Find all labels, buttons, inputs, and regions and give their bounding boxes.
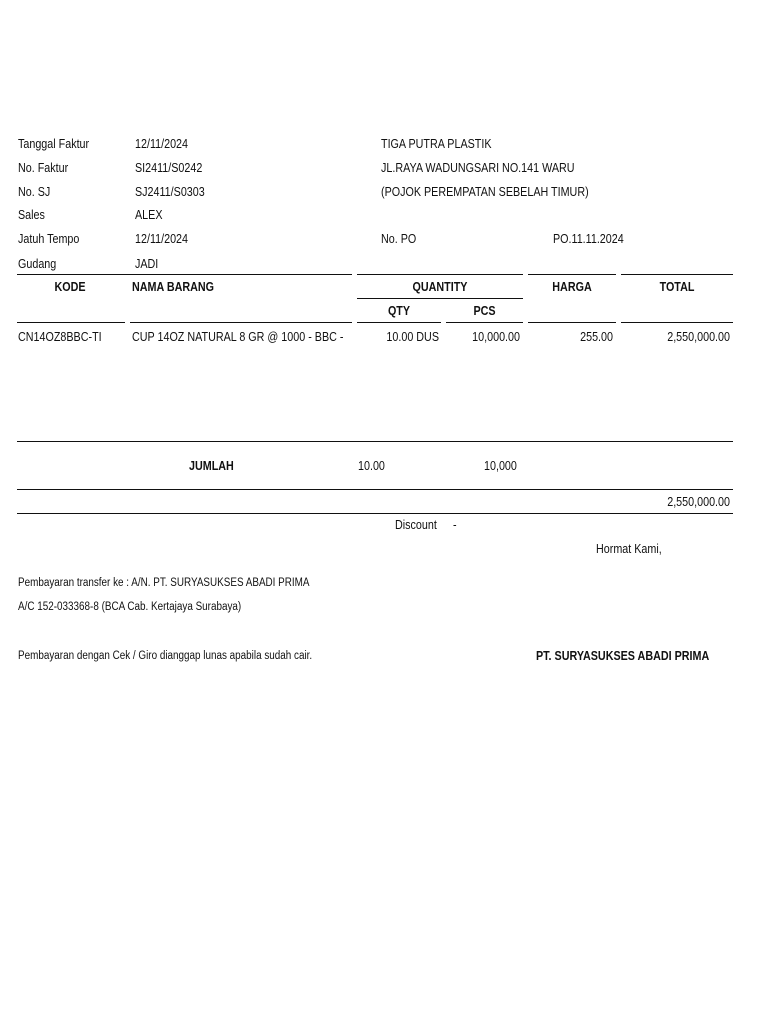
discount-value: - [453, 518, 457, 532]
header-top-rule-left [17, 274, 352, 275]
field-value-sales: ALEX [135, 208, 163, 222]
row-kode: CN14OZ8BBC-TI [18, 330, 102, 344]
row-nama-barang: CUP 14OZ NATURAL 8 GR @ 1000 - BBC - [132, 330, 344, 344]
subtotal-value: 2,550,000.00 [667, 495, 730, 509]
row-qty: 10.00 DUS [386, 330, 439, 344]
field-label-jatuh-tempo: Jatuh Tempo [18, 232, 80, 246]
header-bottom-rule-nama [130, 322, 352, 323]
cheque-note: Pembayaran dengan Cek / Giro dianggap lunas apabila sudah cair. [18, 650, 313, 662]
subtotal-bottom-rule [17, 513, 733, 514]
jumlah-pcs: 10,000 [484, 459, 517, 473]
field-label-sales: Sales [18, 208, 45, 222]
field-label-tanggal-faktur: Tanggal Faktur [18, 137, 90, 151]
greeting-text: Hormat Kami, [596, 542, 662, 556]
header-top-rule-quantity [357, 274, 523, 275]
customer-name: TIGA PUTRA PLASTIK [381, 137, 492, 151]
field-value-gudang: JADI [135, 257, 159, 271]
customer-address-line1: JL.RAYA WADUNGSARI NO.141 WARU [381, 161, 575, 175]
header-bottom-rule-total [621, 322, 733, 323]
row-total: 2,550,000.00 [667, 330, 730, 344]
company-signature-name: PT. SURYASUKSES ABADI PRIMA [536, 649, 710, 663]
col-header-nama-barang: NAMA BARANG [132, 280, 215, 294]
field-label-no-faktur: No. Faktur [18, 161, 69, 175]
header-bottom-rule-harga [528, 322, 616, 323]
field-value-no-faktur: SI2411/S0242 [135, 161, 203, 175]
field-value-jatuh-tempo: 12/11/2024 [135, 232, 189, 246]
row-harga: 255.00 [580, 330, 613, 344]
header-bottom-rule-pcs [446, 322, 523, 323]
col-header-total: TOTAL [659, 280, 695, 294]
field-label-gudang: Gudang [18, 257, 57, 271]
bank-account-line: A/C 152-033368-8 (BCA Cab. Kertajaya Surabaya) [18, 601, 242, 613]
col-header-kode: KODE [54, 280, 86, 294]
header-top-rule-total [621, 274, 733, 275]
header-top-rule-harga [528, 274, 616, 275]
col-header-qty: QTY [387, 304, 411, 318]
header-bottom-rule-kode [17, 322, 125, 323]
row-pcs: 10,000.00 [472, 330, 520, 344]
transfer-instruction: Pembayaran transfer ke : A/N. PT. SURYASUKSES ABADI PRIMA [18, 577, 310, 589]
col-header-harga: HARGA [552, 280, 592, 294]
field-label-no-sj: No. SJ [18, 185, 51, 199]
subtotal-top-rule [17, 489, 733, 490]
summary-top-rule [17, 441, 733, 442]
col-header-pcs: PCS [473, 304, 496, 318]
jumlah-qty: 10.00 [358, 459, 385, 473]
field-value-tanggal-faktur: 12/11/2024 [135, 137, 189, 151]
field-value-no-sj: SJ2411/S0303 [135, 185, 205, 199]
discount-label: Discount [395, 518, 437, 532]
jumlah-label: JUMLAH [189, 459, 234, 473]
po-value: PO.11.11.2024 [553, 232, 624, 246]
po-label: No. PO [381, 232, 417, 246]
customer-address-line2: (POJOK PEREMPATAN SEBELAH TIMUR) [381, 185, 589, 199]
quantity-sub-rule [357, 298, 523, 299]
col-header-quantity: QUANTITY [412, 280, 468, 294]
header-bottom-rule-qty [357, 322, 441, 323]
